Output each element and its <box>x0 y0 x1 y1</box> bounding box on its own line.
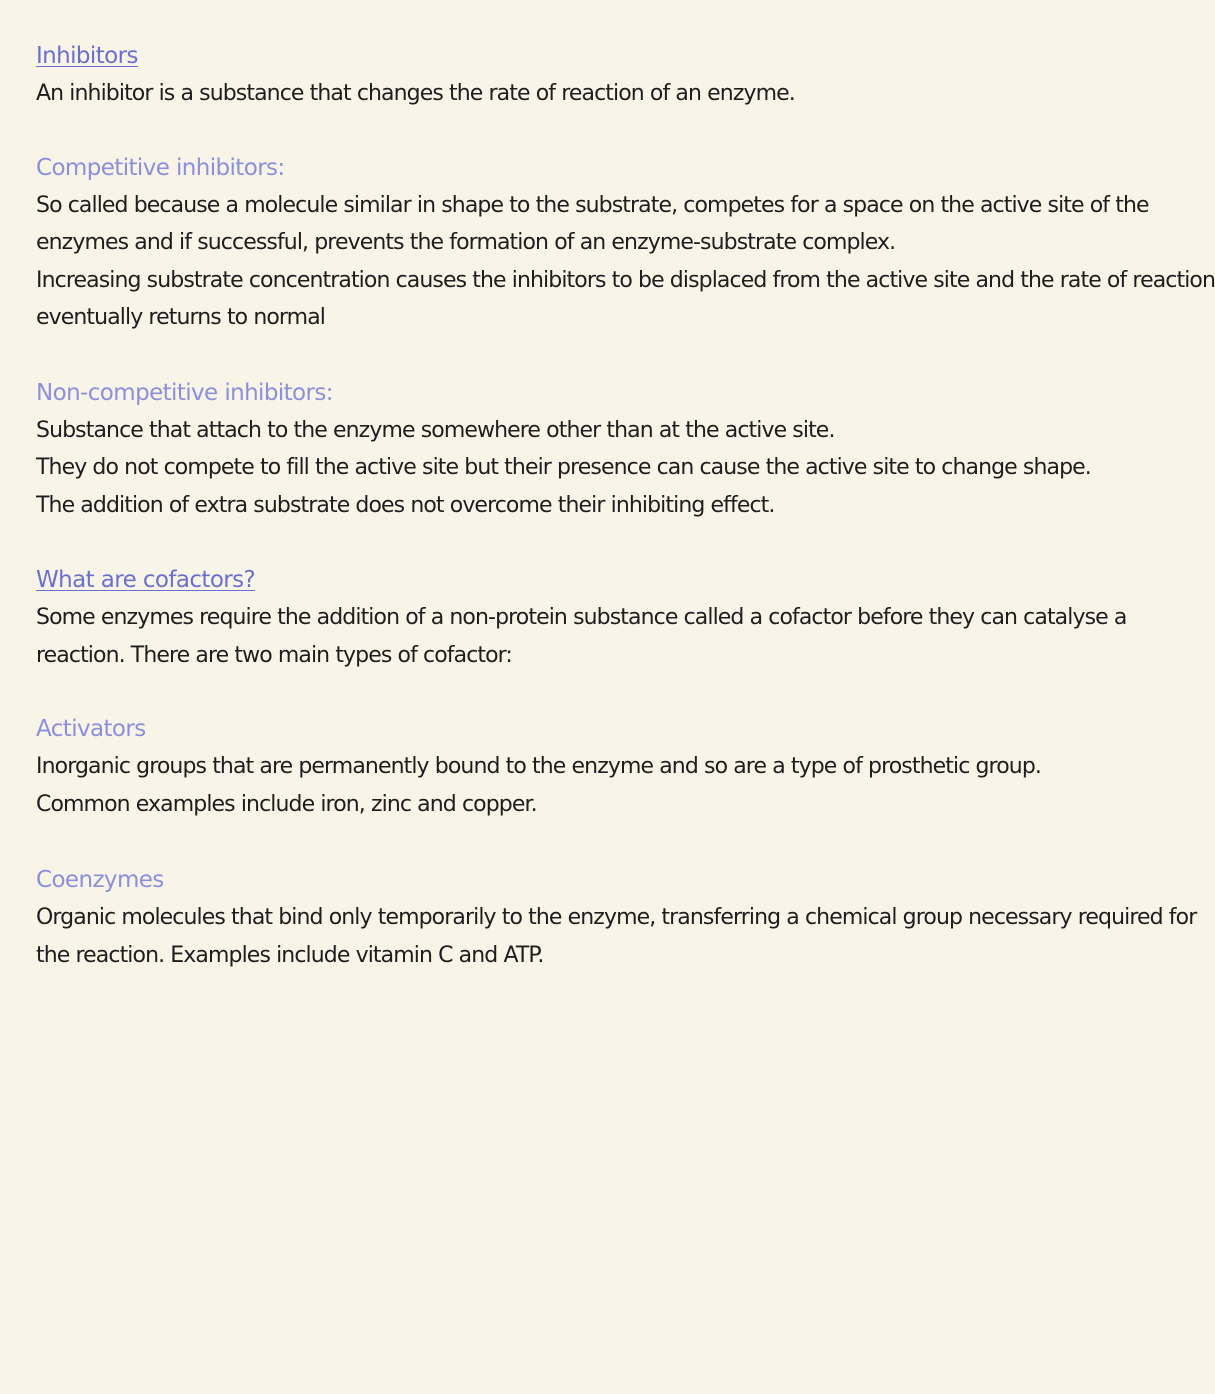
section-activators <box>36 711 1044 823</box>
heading-inhibitors: Inhibitors <box>36 43 138 69</box>
section-inhibitors <box>36 38 1044 113</box>
body-line: So called because a molecule similar in shape to the substrate, competes for a space on the active site of the <box>36 192 1149 218</box>
heading-competitive-inhibitors: Competitive inhibitors: <box>36 154 285 181</box>
heading-activators: Activators <box>36 716 146 742</box>
section-non-competitive-inhibitors <box>36 375 1091 525</box>
body-line: An inhibitor is a substance that changes the rate of reaction of an enzyme. <box>36 81 795 106</box>
body-line: Common examples include iron, zinc and copper. <box>36 791 537 817</box>
section-coenzymes <box>36 862 1197 974</box>
heading-coenzymes: Coenzymes <box>36 867 164 893</box>
body-line: The addition of extra substrate does not overcome their inhibiting effect. <box>36 492 775 518</box>
body-line: Organic molecules that bind only temporarily to the enzyme, transferring a chemical group necessary required for <box>36 905 1197 930</box>
body-line: Increasing substrate concentration causes the inhibitors to be displaced from the active site and the rate of reaction <box>36 267 1215 293</box>
body-line: the reaction. Examples include vitamin C and ATP. <box>36 942 544 968</box>
section-competitive-inhibitors <box>36 150 1215 337</box>
body-line: reaction. There are two main types of cofactor: <box>36 642 512 668</box>
body-line: They do not compete to fill the active site but their presence can cause the active site to change shape. <box>36 455 1091 480</box>
heading-cofactors: What are cofactors? <box>36 567 256 593</box>
body-line: Substance that attach to the enzyme somewhere other than at the active site. <box>36 417 835 443</box>
section-cofactors <box>36 562 1127 674</box>
heading-non-competitive-inhibitors: Non-competitive inhibitors: <box>36 379 333 406</box>
body-line: eventually returns to normal <box>36 305 326 330</box>
body-line: Inorganic groups that are permanently bound to the enzyme and so are a type of prosthetic group. <box>36 754 1041 779</box>
body-line: Some enzymes require the addition of a non-protein substance called a cofactor before they can catalyse a <box>36 605 1127 630</box>
body-line: enzymes and if successful, prevents the formation of an enzyme-substrate complex. <box>36 230 896 255</box>
